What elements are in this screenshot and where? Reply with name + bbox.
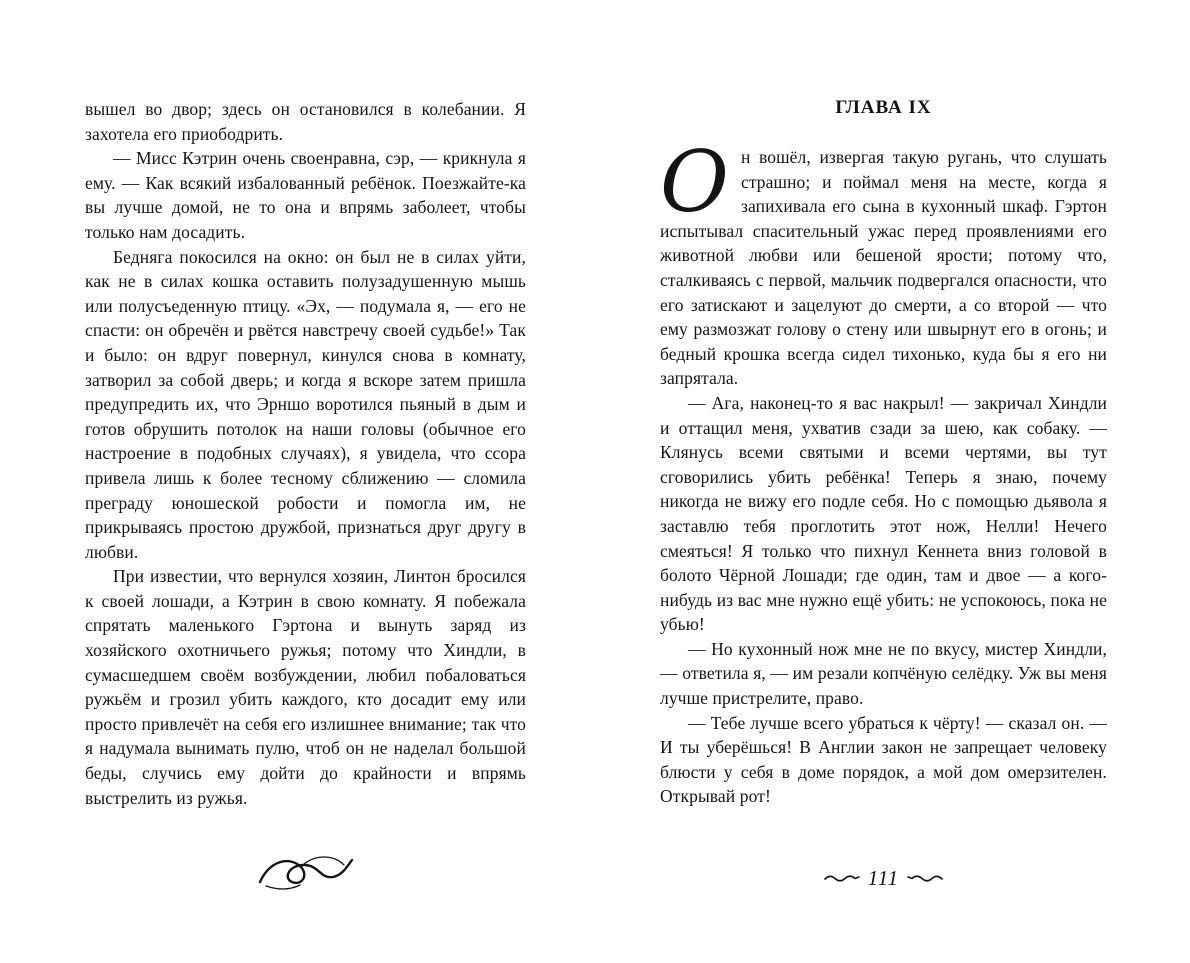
paragraph: вышел во двор; здесь он остановился в колебании. Я захотела его приободрить. <box>85 99 526 144</box>
paragraph: — Ага, наконец-то я вас накрыл! — закричал Хиндли и оттащил меня, ухватив сзади за шею, как собаку. — Клянусь всеми святыми и всеми чертями, вы тут сговорились убить ребёнка! Теперь я знаю, почему никогда не вижу его подле себя. Но с помощью дьявола я заставлю тебя проглотить этот нож, Нелли! Нечего смеяться! Я только что пихнул Кеннета вниз головой в болото Чёрной Лошади; где один, там и двое — а кого-нибудь из вас мне нужно ещё убить: не успокоюсь, пока не убью! <box>660 392 1107 635</box>
chapter-title: ГЛАВА IX <box>835 97 932 118</box>
paragraph: — Мисс Кэтрин очень своенравна, сэр, — крикнула я ему. — Как всякий избалованный ребёнок. Поезжайте-ка вы лучше домой, не то она и впрямь заболеет, чтобы только нам досадить. <box>85 148 526 242</box>
left-page-text <box>85 97 526 810</box>
page-number: 111 <box>867 866 900 890</box>
wavy-rule-right-icon <box>907 870 943 888</box>
right-page-text <box>660 97 1107 809</box>
paragraph: При известии, что вернулся хозяин, Линтон бросился к своей лошади, а Кэтрин в свою комнату. Я побежала спрятать маленького Гэртона и вынуть заряд из хозяйского охотничьего ружья; потому что Хиндли, в сумасшедшем своём возбуждении, любил побаловаться ружьём и грозил убить каждого, кто досадит ему или просто привлечёт на себя его излишнее внимание; так что я надумала вынимать пулю, чтоб он не наделал большой беды, случись ему дойти до крайности и впрямь выстрелить из ружья. <box>85 566 526 808</box>
paragraph-text: н вошёл, извергая такую ругань, что слушать страшно; и поймал меня на месте, когда я запихивала его сына в кухонный шкаф. Гэртон испытывал спасительный ужас перед проявлениями его животной любви или бешеной ярости; потому что, сталкиваясь с первой, мальчик подвергался опасности, что его затискают и зацелуют до смерти, а со второй — что ему размозжат голову о стену или швырнут его в огонь; и бедный крошка всегда сидел тихонько, куда бы я его ни запрятала. <box>660 147 1107 389</box>
paragraph: — Тебе лучше всего убраться к чёрту! — сказал он. — И ты уберёшься! В Англии закон не запрещает человеку блюсти у себя в доме порядок, а мой дом омерзителен. Открывай рот! <box>660 712 1107 807</box>
paragraph-dropcap <box>660 133 1107 391</box>
paragraph: Бедняга покосился на окно: он был не в силах уйти, как не в силах кошка оставить полузадушенную мышь или полусъеденную птицу. «Эх, — подумала я, — его не спасти: он обречён и рвётся навстречу своей судьбе!» Так и было: он вдруг повернул, кинулся снова в комнату, затворил за собой дверь; и когда я вскоре затем пришла предупредить их, что Эрншо воротился пьяный в дым и готов обрушить потолок на наши головы (обычное его настроение в подобных случаях), я увидела, что ссора привела лишь к более тесному сближению — сломила преграду юношеской робости и помогла им, не прикрываясь простою дружбой, признаться друг другу в любви. <box>85 246 526 562</box>
wavy-rule-left-icon <box>824 870 860 888</box>
drop-cap-letter: О <box>660 133 729 231</box>
paragraph: — Но кухонный нож мне не по вкусу, мистер Хиндли, — ответила я, — им резали копчёную селёдку. Уж вы меня лучше пристрелите, право. <box>660 638 1107 709</box>
flourish-ornament-icon <box>85 852 526 894</box>
page-footer <box>660 866 1107 891</box>
